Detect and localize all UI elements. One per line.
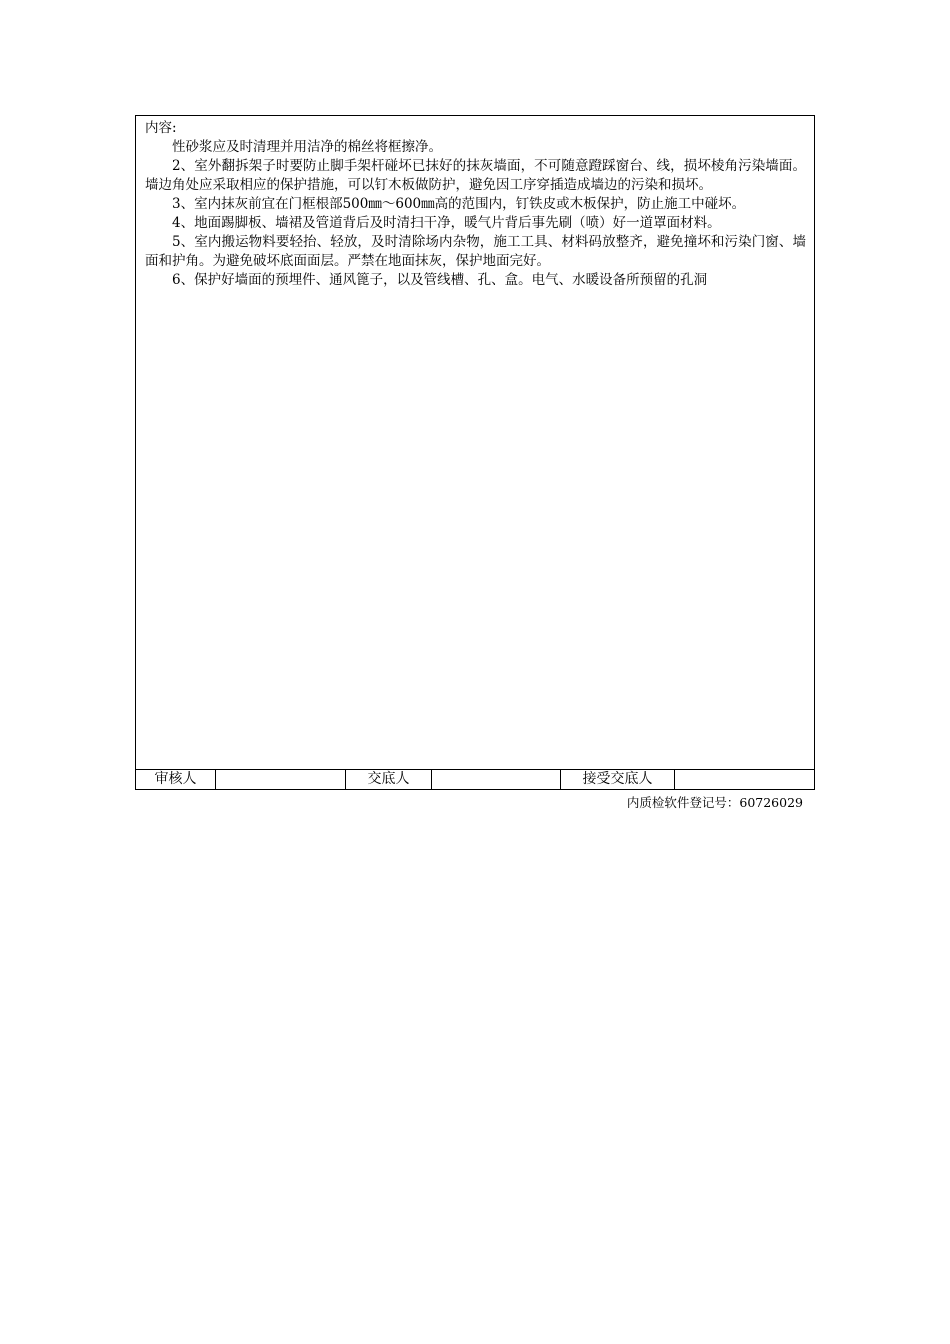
paragraph-2: 2、室外翻拆架子时要防止脚手架杆碰坏已抹好的抹灰墙面，不可随意蹬踩窗台、线，损坏棱角污染墙面。墙边角处应采取相应的保护措施，可以钉木板做防护，避免因工序穿插造成墙边的污染和损坏。: [145, 158, 806, 193]
paragraph-3: 3、室内抹灰前宜在门框根部500㎜～600㎜高的范围内，钉铁皮或木板保护，防止施工中碰坏。: [172, 196, 746, 212]
reviewer-label: 审核人: [136, 770, 216, 789]
registration-number: 内质检软件登记号：60726029: [626, 795, 803, 810]
paragraph-4: 4、地面踢脚板、墙裙及管道背后及时清扫干净，暖气片背后事先刷（喷）好一道罩面材料。: [172, 215, 721, 231]
content-area: [136, 116, 814, 770]
discloser-label: 交底人: [346, 770, 432, 789]
content-label: 内容:: [145, 120, 177, 136]
receiver-field[interactable]: [675, 770, 814, 789]
signature-row: [136, 769, 814, 789]
paragraph-5: 5、室内搬运物料要轻抬、轻放，及时清除场内杂物，施工工具、材料码放整齐，避免撞坏和污染门窗、墙面和护角。为避免破坏底面面层。严禁在地面抹灰，保护地面完好。: [145, 234, 806, 269]
discloser-field[interactable]: [432, 770, 561, 789]
receiver-label: 接受交底人: [561, 770, 675, 789]
document-frame: [135, 115, 815, 790]
paragraph-6: 6、保护好墙面的预埋件、通风篦子，以及管线槽、孔、盒。电气、水暖设备所预留的孔洞: [172, 272, 708, 288]
reviewer-field[interactable]: [216, 770, 346, 789]
paragraph-1: 性砂浆应及时清理并用洁净的棉丝将框擦净。: [172, 139, 442, 155]
